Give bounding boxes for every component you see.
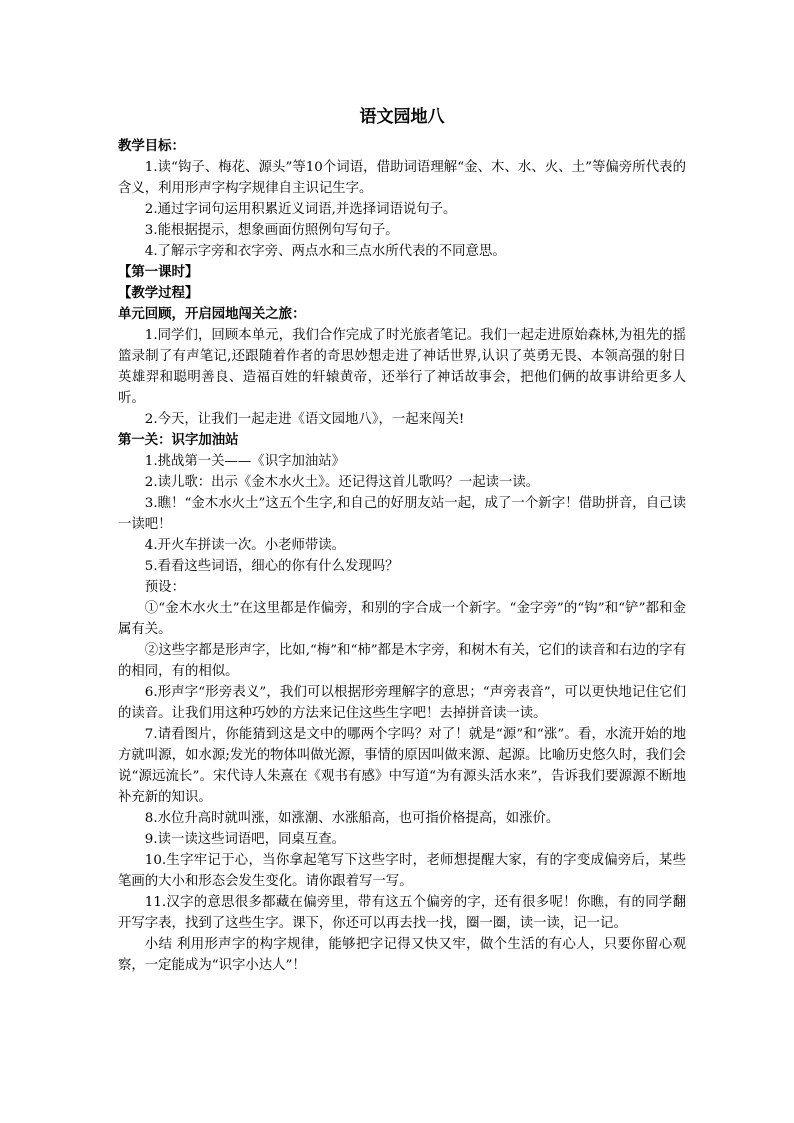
stage1-paragraph: 8.水位升高时就叫涨，如涨潮、水涨船高，也可指价格提高，如涨价。 xyxy=(144,811,560,826)
goal-4: 4.了解示字旁和衣字旁、两点水和三点水所代表的不同意思。 xyxy=(144,244,506,259)
stage1-paragraph: 3.瞧！“金木水火土”这五个生字,和自己的好朋友站一起，成了一个新字！借助拼音，自己读一读吧！ xyxy=(118,496,686,532)
stage1-paragraph: 6.形声字“形旁表义”，我们可以根据形旁理解字的意思；“声旁表音”，可以更快地记住它们的读音。让我们用这种巧妙的方法来记住这些生字吧！去掉拼音读一读。 xyxy=(118,685,686,721)
goal-1: 1.读“钩子、梅花、源头”等10个词语，借助词语理解“金、木、水、火、土”等偏旁所代表的含义，利用形声字构字规律自主识记生字。 xyxy=(118,160,686,196)
review-paragraph-2: 2.今天，让我们一起走进《语文园地八》，一起来闯关! xyxy=(144,412,465,427)
stage1-paragraph: 9.读一读这些词语吧，同桌互查。 xyxy=(144,832,346,847)
review-heading: 单元回顾，开启园地闯关之旅： xyxy=(118,307,306,322)
document-title: 语文园地八 xyxy=(359,107,445,127)
stage1-paragraph: 7.请看图片，你能猜到这是文中的哪两个字吗？对了！就是“源”和“涨”。看，水流开始的地方就叫源，如水源;发光的物体叫做光源，事情的原因叫做来源、起源。比喻历史悠久时，我们会说“源远流长”。宋代诗人朱熹在《观书有感》中写道“为有源头活水来”，告诉我们要源源不断地补充新的知识。 xyxy=(118,727,686,805)
goals-heading: 教学目标： xyxy=(118,139,185,154)
stage1-paragraph: 预设： xyxy=(144,580,185,595)
goal-2: 2.通过字词句运用积累近义词语,并选择词语说句子。 xyxy=(144,202,457,217)
process-heading: 【教学过程】 xyxy=(118,286,199,301)
stage1-paragraph: 5.看看这些词语，细心的你有什么发现吗？ xyxy=(144,559,399,574)
goal-3: 3.能根据提示，想象画面仿照例句写句子。 xyxy=(144,223,399,238)
stage1-paragraph: 2.读儿歌：出示《金木水火土》。还记得这首儿歌吗？一起读一读。 xyxy=(144,475,540,490)
summary-paragraph: 小结 利用形声字的构字规律，能够把字记得又快又牢，做个生活的有心人，只要你留心观察，一定能成为“识字小达人”！ xyxy=(118,937,686,973)
stage1-paragraph: 11.汉字的意思很多都藏在偏旁里，带有这五个偏旁的字，还有很多呢！你瞧，有的同学翻开写字表，找到了这些生字。课下，你还可以再去找一找，圈一圈，读一读，记一记。 xyxy=(118,895,686,931)
stage1-paragraph: ②这些字都是形声字，比如,“梅”和“柿”都是木字旁，和树木有关，它们的读音和右边的字有的相同，有的相似。 xyxy=(118,643,686,679)
document-page xyxy=(118,104,686,976)
stage1-paragraph: 10.生字牢记于心，当你拿起笔写下这些字时，老师想提醒大家，有的字变成偏旁后，某些笔画的大小和形态会发生变化。请你跟着写一写。 xyxy=(118,853,686,889)
stage1-heading: 第一关：识字加油站 xyxy=(118,433,239,448)
stage1-paragraph: ①“金木水火土”在这里都是作偏旁，和别的字合成一个新字。“金字旁”的“钩”和“铲”都和金属有关。 xyxy=(118,601,686,637)
lesson-heading: 【第一课时】 xyxy=(118,265,199,280)
stage1-paragraph: 1.挑战第一关——《识字加油站》 xyxy=(144,454,346,469)
review-paragraph-1: 1.同学们，回顾本单元，我们合作完成了时光旅者笔记。我们一起走进原始森林,为祖先的摇篮录制了有声笔记,还跟随着作者的奇思妙想走进了神话世界,认识了英勇无畏、本领高强的射日英雄羿和聪明善良、造福百姓的轩辕黄帝，还举行了神话故事会，把他们俩的故事讲给更多人听。 xyxy=(118,328,686,406)
stage1-paragraph: 4.开火车拼读一次。小老师带读。 xyxy=(144,538,346,553)
